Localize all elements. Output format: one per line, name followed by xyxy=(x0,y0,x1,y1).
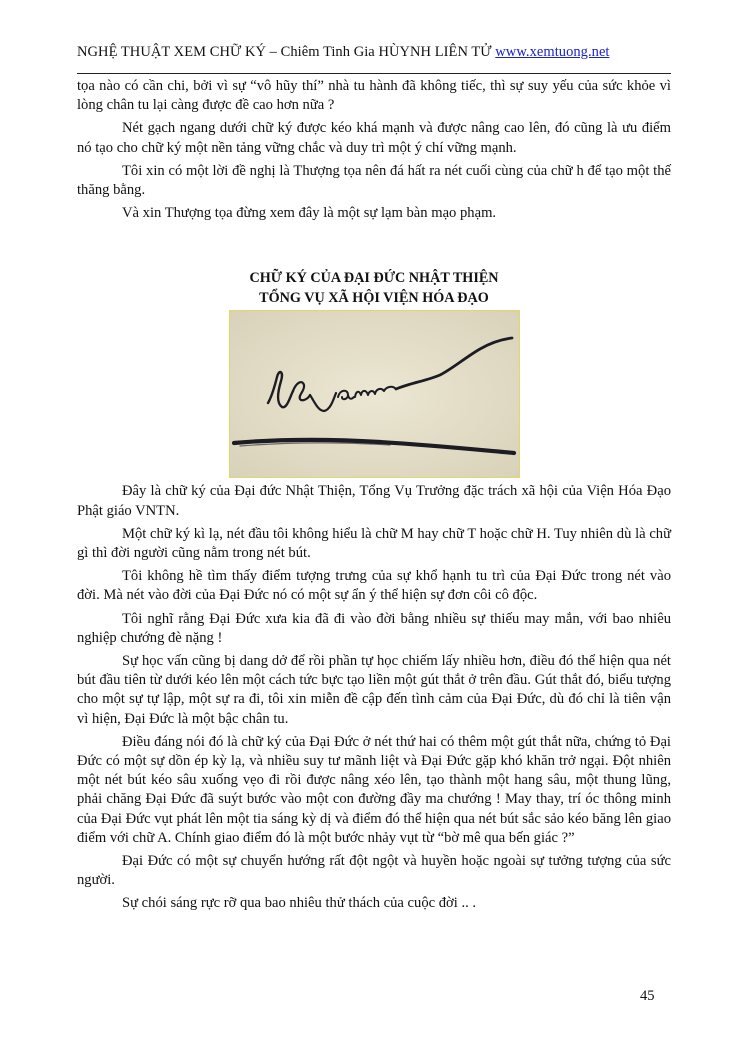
paragraph: Tôi xin có một lời đề nghị là Thượng tọa nên đá hất ra nét cuối cùng của chữ h để tạo một thế thăng bằng. xyxy=(77,162,671,199)
section-title-line1: CHỮ KÝ CỦA ĐẠI ĐỨC NHẬT THIỆN xyxy=(249,270,499,287)
handwritten-signature-image-icon xyxy=(230,311,519,477)
header-rule xyxy=(77,73,671,74)
paragraph: Sự chói sáng rực rỡ qua bao nhiêu thử thách của cuộc đời .. . xyxy=(122,895,477,912)
signature-image xyxy=(229,310,520,478)
paragraph: Một chữ ký kì lạ, nét đầu tôi không hiểu là chữ M hay chữ T hoặc chữ H. Tuy nhiên dù là chữ gì thì đời người cũng nằm trong nét bút. xyxy=(77,525,671,562)
paragraph: Đây là chữ ký của Đại đức Nhật Thiện, Tổng Vụ Trưởng đặc trách xã hội của Viện Hóa Đạo Phật giáo VNTN. xyxy=(77,483,671,519)
paragraph: Điều đáng nói đó là chữ ký của Đại Đức ở nét thứ hai có thêm một gút thắt nữa, chứng tỏ Đại Đức có một sự dồn ép kỳ lạ, và nhiều suy tư mãnh liệt và Đại Đức gặp khó khăn trở ngại. Đột nhiên một nét bút kéo sâu xuống vẹo đi rồi được nâng xéo lên, tạo thành một hang sâu, một thung lũng, phải chăng Đại Đức đã suýt bước vào một con đường đầy ma chướng ! May thay, trí óc thông minh của Đại Đức vụt phát lên một tia sáng kỳ dị và điểm đó thể hiện qua nét bút sắc sảo kéo băng lên giao điểm với chữ A. Chính giao điểm đó là một bước nhảy vụt từ “bờ mê qua bến giác ?” xyxy=(77,733,671,846)
paragraph: Sự học vấn cũng bị dang dở để rồi phần tự học chiếm lấy nhiều hơn, điều đó thể hiện qua nét bút đầu tiên từ dưới kéo lên một cách tức bực tạo liền một gút thắt ở trên đầu. Gút thắt đó, biểu tượng cho một sự tự lập, một sự ra đi, tôi xin miễn đề cập đến tình cảm của Đại Đức, dù đó chỉ là tiên vận vì hiện, Đại Đức là một bậc chân tu. xyxy=(77,653,671,727)
paragraph: Nét gạch ngang dưới chữ ký được kéo khá mạnh và được nâng cao lên, đó cũng là ưu điểm nó tạo cho chữ ký một nền tảng vững chắc và duy trì một ý chí vững mạnh. xyxy=(77,120,671,156)
page-number: 45 xyxy=(640,988,655,1004)
header-link[interactable]: www.xemtuong.net xyxy=(495,44,610,60)
page-content xyxy=(77,77,671,918)
paragraph: Tôi không hề tìm thấy điểm tượng trưng của sự khổ hạnh tu trì của Đại Đức trong nét vào đời. Mà nét vào đời của Đại Đức nó có một sự ẩn ý thể hiện sự đơn côi cô độc. xyxy=(77,568,671,604)
paragraph: tọa nào có cần chi, bởi vì sự “vô hũy thí” nhà tu hành đã không tiếc, thì sự suy yếu của sức khỏe vì lòng chân tu lại càng được đề cao hơn nữa ? xyxy=(77,78,671,114)
section-title-line2: TỔNG VỤ XÃ HỘI VIỆN HÓA ĐẠO xyxy=(259,290,489,307)
section-title xyxy=(77,268,671,308)
header-title: NGHỆ THUẬT XEM CHỮ KÝ – Chiêm Tinh Gia HÙYNH LIÊN TỬ xyxy=(77,44,492,60)
page-header xyxy=(77,44,671,61)
paragraph: Và xin Thượng tọa đừng xem đây là một sự lạm bàn mạo phạm. xyxy=(122,205,497,222)
paragraph: Tôi nghĩ rằng Đại Đức xưa kia đã đi vào đời bằng nhiều sự thiếu may mắn, với bao nhiêu nghiệp chướng đè nặng ! xyxy=(77,610,671,646)
paragraph: Đại Đức có một sự chuyển hướng rất đột ngột và huyền hoặc ngoài sự tưởng tượng của sức người. xyxy=(77,853,671,889)
